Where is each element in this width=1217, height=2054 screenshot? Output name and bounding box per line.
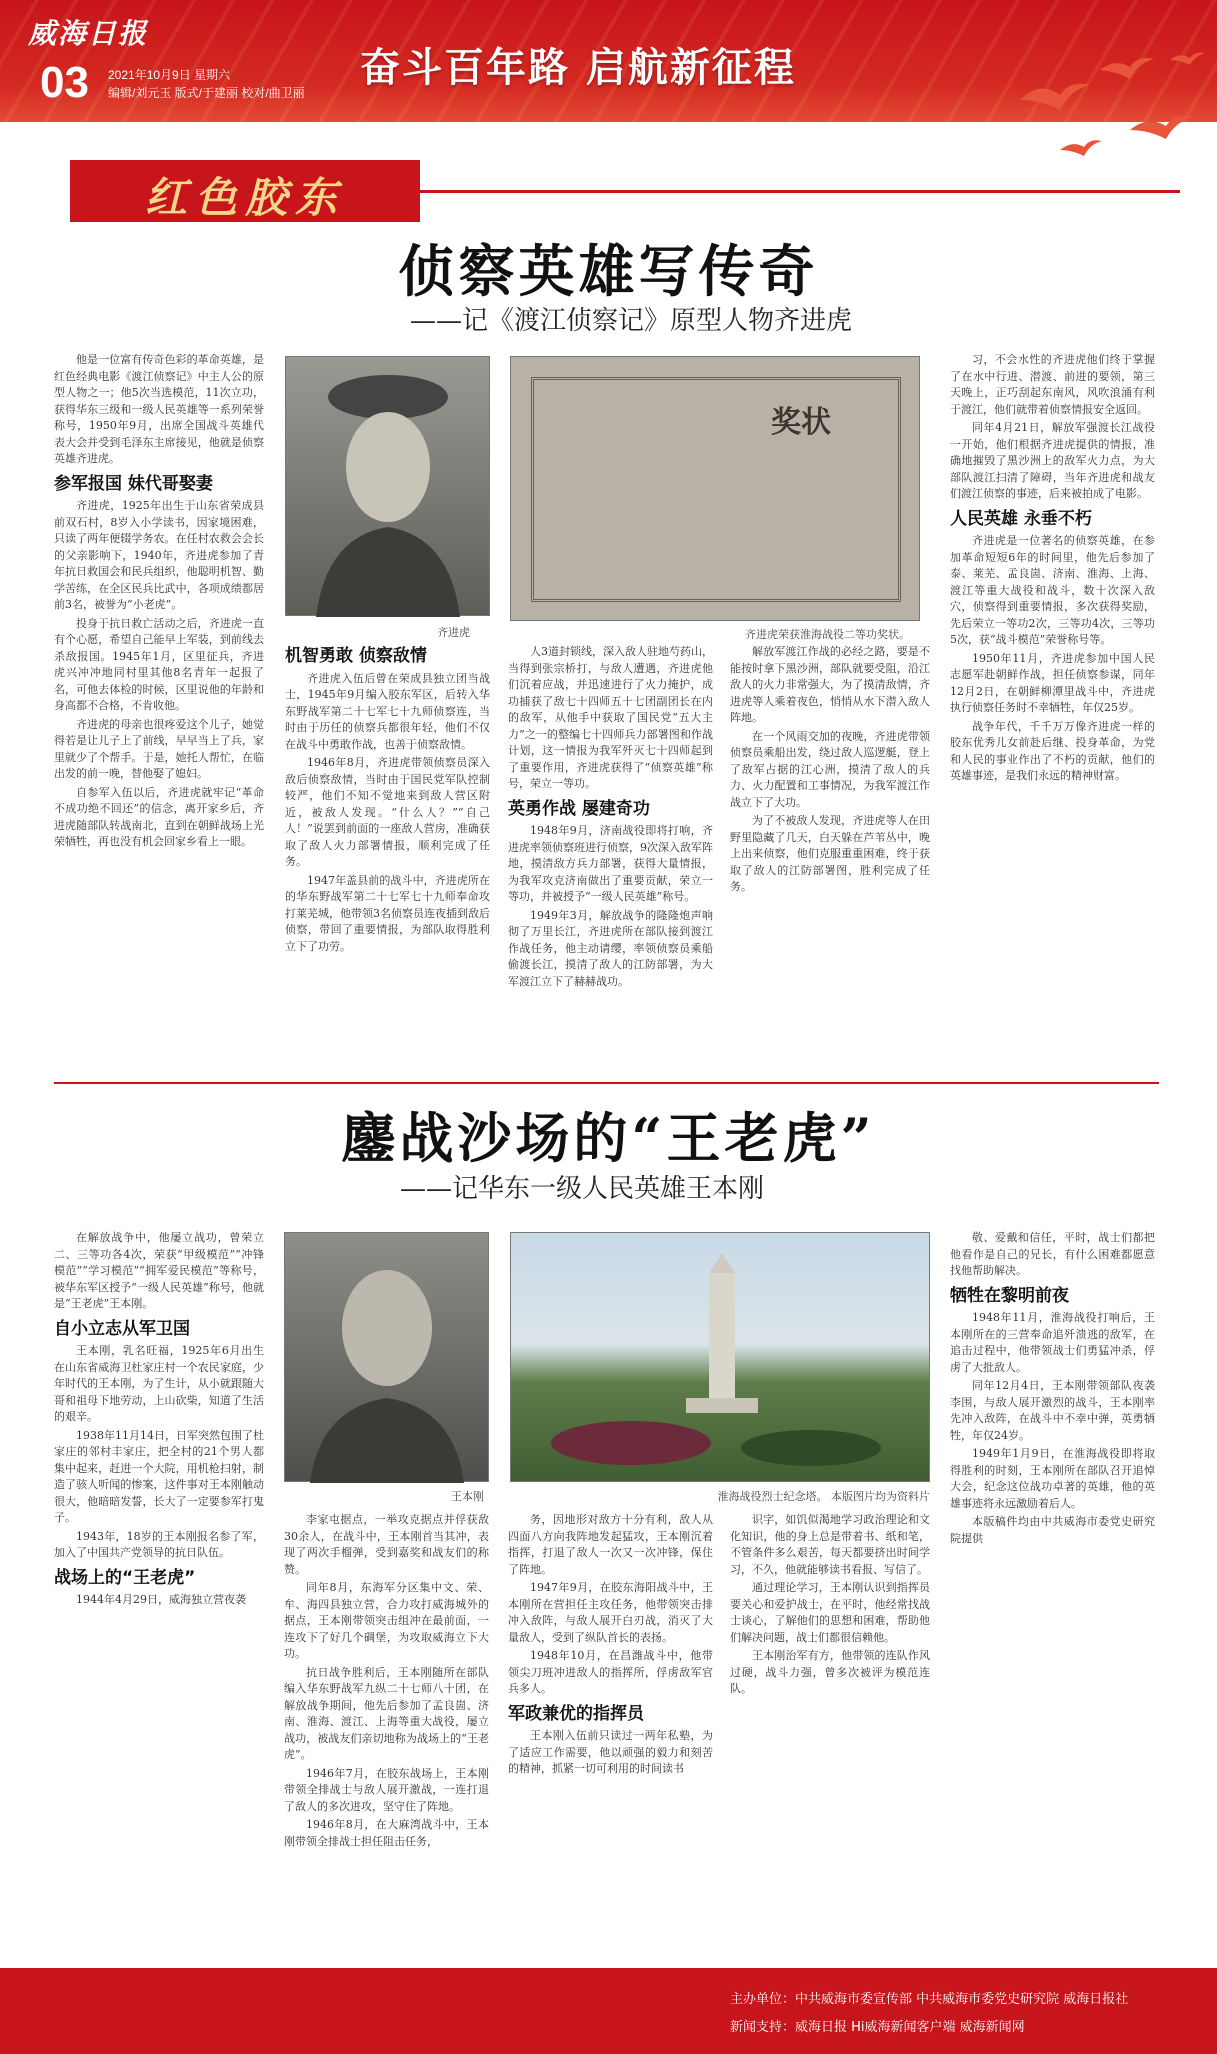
paragraph: 1949年1月9日，在淮海战役即将取得胜利的时刻，王本刚所在部队召开追悼大会，纪念这位战功卓著的英雄，他的英雄事迹将永远激励着后人。 <box>950 1447 1155 1510</box>
paragraph: 1947年9月，在胶东海阳战斗中，王本刚所在营担任主攻任务，他带领突击排冲入敌阵，与敌人展开白刃战，消灭了大量敌人，受到了纵队首长的表扬。 <box>508 1581 713 1644</box>
article2-heading-a: 自小立志从军卫国 <box>54 1318 190 1339</box>
article2-heading-c: 军政兼优的指挥员 <box>508 1703 644 1724</box>
paragraph: 战争年代，千千万万像齐进虎一样的胶东优秀儿女前赴后继、投身革命，为党和人民的事业作出了不朽的贡献，他们的英雄事迹，是我们永远的精神财富。 <box>950 719 1155 782</box>
article-divider <box>54 1082 1159 1084</box>
newspaper-logo: 威海日报 <box>28 17 149 50</box>
paragraph: 王本刚入伍前只读过一两年私塾，为了适应工作需要，他以顽强的毅力和刻苦的精神，抓紧一切可利用的时间读书 <box>508 1729 713 1775</box>
article2-heading-b: 战场上的“王老虎” <box>54 1567 196 1588</box>
article1-subtitle: ——记《渡江侦察记》原型人物齐进虎 <box>410 306 853 336</box>
paragraph: 为了不被敌人发现，齐进虎等人在田野里隐藏了几天，白天躲在芦苇丛中，晚上出来侦察，他们克服重重困难，终于获取了敌人的江防部署图，胜利完成了任务。 <box>730 814 930 893</box>
paragraph: 同年4月21日，解放军强渡长江战役一开始，他们根据齐进虎提供的情报，准确地摧毁了黑沙洲上的敌军火力点，为大部队渡江扫清了障碍，当年齐进虎和战友们渡江侦察的事迹，后来被拍成了电影。 <box>950 421 1155 500</box>
paragraph: 习，不会水性的齐进虎他们终于掌握了在水中行进、潜渡、前进的要领，第三天晚上，正巧刮起东南风，风吹浪涌有利于渡江，他们就带着侦察情报安全返回。 <box>950 353 1155 416</box>
article2-subtitle: ——记华东一级人民英雄王本刚 <box>400 1174 765 1204</box>
paragraph: 王本刚，乳名旺福，1925年6月出生在山东省威海卫杜家庄村一个农民家庭，少年时代的王本刚，为了生计，从小就跟随大哥和祖母下地劳动，上山砍柴，知道了生活的艰辛。 <box>54 1344 264 1423</box>
paragraph: 本版稿件均由中共威海市委党史研究院提供 <box>950 1515 1155 1545</box>
memorial-tower-photo <box>510 1232 930 1482</box>
article2-column-4 <box>730 1512 930 1956</box>
article1-photo1-caption: 齐进虎 <box>437 626 470 639</box>
paragraph: 齐进虎入伍后曾在荣成县独立团当战士，1945年9月编入胶东军区，后转入华东野战军第二十七军七十九师侦察连，当时由于历任的侦察兵都很年轻，他们不仅在战斗中勇敢作战，也善于侦察敌情。 <box>285 671 490 751</box>
paragraph: 同年8月，东海军分区集中文、荣、牟、海四县独立营，合力攻打威海城外的据点，王本刚带领突击组冲在最前面，一连攻下了好几个碉堡，为攻取威海立下大功。 <box>284 1581 489 1660</box>
paragraph: 李家屯据点，一举攻克据点并俘获敌30余人，在战斗中，王本刚首当其冲，表现了两次手榴弹，受到嘉奖和战友们的称赞。 <box>284 1513 489 1576</box>
paragraph: 1938年11月14日，日军突然包围了杜家庄的邻村丰家庄，把全村的21个男人都集中起来，赶进一个大院，用机枪扫射，制造了骇人听闻的惨案，这件事对王本刚触动很大，他暗暗发誓，长大了一定要参军打鬼子。 <box>54 1428 264 1524</box>
article1-title: 侦察英雄写传奇 <box>398 239 819 305</box>
certificate-border <box>531 377 901 602</box>
paragraph: 通过理论学习，王本刚认识到指挥员要关心和爱护战士，在平时，他经常找战士谈心，了解他们的思想和困难，帮助他们解决问题，战士们都很信赖他。 <box>730 1581 930 1644</box>
article1-column-3 <box>508 644 713 1070</box>
paragraph: 1946年7月，在胶东战场上，王本刚带领全排战士与敌人展开激战，一连打退了敌人的多次进攻，坚守住了阵地。 <box>284 1766 489 1813</box>
paragraph: 1948年11月，淮海战役打响后，王本刚所在的三营奉命追歼溃逃的敌军，在追击过程中，他带领战士们勇猛冲杀，俘虏了大批敌人。 <box>950 1311 1155 1374</box>
award-certificate-photo <box>510 356 920 621</box>
page-slogan: 奋斗百年路 启航新征程 <box>360 45 796 91</box>
article2-photo2-caption: 淮海战役烈士纪念塔。 本版图片均为资料片 <box>717 1490 930 1503</box>
article2-column-2 <box>284 1512 489 1956</box>
paragraph: 抗日战争胜利后，王本刚随所在部队编入华东野战军九纵二十七师八十团，在解放战争期间，他先后参加了孟良崮、济南、淮海、渡江、上海等重大战役，屡立战功，被战友们亲切地称为战场上的“王老虎”。 <box>284 1665 489 1761</box>
paragraph: 1944年4月29日，威海独立营夜袭 <box>76 1593 246 1606</box>
paragraph: 齐进虎，1925年出生于山东省荣成县前双石村，8岁入小学读书，因家境困难，只读了两年便辍学务农。在任村农救会会长的父亲影响下，1940年，齐进虎参加了青年抗日救国会和民兵组织，他聪明机智、勤学苦练，在全区民兵比武中，各项成绩都居前3名，被誉为“小老虎”。 <box>54 499 264 611</box>
article2-heading-d: 牺牲在黎明前夜 <box>950 1285 1069 1306</box>
paragraph: 他是一位富有传奇色彩的革命英雄，是红色经典电影《渡江侦察记》中主人公的原型人物之一；他5次当选模范，11次立功，获得华东三级和一级人民英雄等一系列荣誉称号，1950年9月，出席全国战斗英雄代表大会并受到毛泽东主席接见，他就是侦察英雄齐进虎。 <box>54 353 264 465</box>
memorial-tower-icon <box>511 1233 931 1483</box>
paragraph: 1948年10月，在昌潍战斗中，他带领尖刀班冲进敌人的指挥所，俘虏敌军官兵多人。 <box>508 1649 713 1695</box>
editor-credits: 编辑/刘元玉 版式/于建丽 校对/曲卫丽 <box>108 86 305 100</box>
footer-news-support: 新闻支持：威海日报 Hi威海新闻客户端 威海新闻网 <box>730 2020 1025 2035</box>
article1-photo2-caption: 齐进虎荣获淮海战役二等功奖状。 <box>745 628 910 641</box>
paragraph: 投身于抗日救亡活动之后，齐进虎一直有个心愿，希望自己能早上军装，到前线去杀敌报国。1945年1月，区里征兵，齐进虎兴冲冲地同村里其他8名青年一起报了名，可他去体检的时候，区里说他的年龄和身高都不合格，不肯收他。 <box>54 616 264 712</box>
article2-column-1 <box>54 1230 264 1955</box>
paragraph: 在一个风雨交加的夜晚，齐进虎带领侦察员乘船出发，绕过敌人巡逻艇，登上了敌军占据的江心洲，摸清了敌人的兵力、火力配置和工事情况，为我军渡江作战立下了大功。 <box>730 729 930 809</box>
certificate-title: 奖状 <box>771 405 831 440</box>
paragraph: 解放军渡江作战的必经之路，要是不能按时拿下黑沙洲，部队就要受阻，沿江敌人的火力非常强大，为了摸清敌情，齐进虎等人乘着夜色，悄悄从水下潜入敌人阵地。 <box>730 645 930 724</box>
banner-rule <box>420 190 1180 193</box>
paragraph: 1949年3月，解放战争的隆隆炮声响彻了万里长江，齐进虎所在部队接到渡江作战任务，他主动请缨，率领侦察员乘船偷渡长江，摸清了敌人的江防部署，为大军渡江立下了赫赫战功。 <box>508 908 713 988</box>
article1-column-4 <box>730 644 930 1070</box>
paragraph: 1943年，18岁的王本刚报名参了军，加入了中国共产党领导的抗日队伍。 <box>54 1529 264 1559</box>
paragraph: 1947年盖县前的战斗中，齐进虎所在的华东野战军第二十七军七十九师奉命攻打莱芜城，他带领3名侦察员连夜插到敌后侦察，带回了重要情报，为部队取得胜利立下了功劳。 <box>285 873 490 953</box>
paragraph: 1948年9月，济南战役即将打响，齐进虎率领侦察班进行侦察，9次深入敌军阵地，摸清敌方兵力部署，获得大量情报，为我军攻克济南做出了重要贡献，荣立一等功，并被授予“一级人民英雄”称号。 <box>508 824 713 903</box>
paragraph: 务，因地形对敌方十分有利，敌人从四面八方向我阵地发起猛攻，王本刚沉着指挥，打退了敌人一次又一次冲锋，保住了阵地。 <box>508 1513 713 1576</box>
article2-photo1-caption: 王本刚 <box>451 1490 484 1503</box>
paragraph: 齐进虎的母亲也很疼爱这个儿子，她觉得若是让儿子上了前线，早早当上了兵，家里就少了个帮手。于是，她托人帮忙，在临出发的前一晚，替他娶了媳妇。 <box>54 717 264 780</box>
wang-bengang-portrait <box>284 1232 489 1482</box>
article2-title: 鏖战沙场的“王老虎” <box>341 1106 876 1170</box>
portrait-icon <box>286 357 491 617</box>
paragraph: 在解放战争中，他屡立战功，曾荣立二、三等功各4次，荣获“甲级模范”“冲锋模范”“学习模范”“拥军爱民模范”等称号，被华东军区授予“一级人民英雄”称号，他就是“王老虎”王本刚。 <box>54 1231 264 1310</box>
flying-birds-icon <box>980 40 1210 190</box>
article1-heading-d: 人民英雄 永垂不朽 <box>950 508 1092 529</box>
article1-heading-a: 参军报国 妹代哥娶妻 <box>54 473 213 494</box>
footer-band <box>0 1968 1217 2054</box>
paragraph: 齐进虎是一位著名的侦察英雄，在参加革命短短6年的时间里，他先后参加了泰、莱芜、孟良崮、济南、淮海、上海、渡江等重大战役和战斗，数十次深入敌穴，侦察得到重要情报，多次获得奖励，先后荣立一等功2次，三等功4次，三等功5次，获“战斗模范”荣誉称号等。 <box>950 534 1155 646</box>
paragraph: 1946年8月，齐进虎带领侦察员深入敌后侦察敌情，当时由于国民党军队控制较严，他们不知不觉地来到敌人营区附近，被敌人发现。“什么人？”“自己人！”说罢到前面的一座敌人营房，准确获取了敌人火力部署情报，顺利完成了任务。 <box>285 756 490 868</box>
paragraph: 同年12月4日，王本刚带领部队夜袭李围，与敌人展开激烈的战斗，王本刚率先冲入敌阵，在战斗中不幸中弹，英勇牺牲，年仅24岁。 <box>950 1379 1155 1442</box>
dateline: 2021年10月9日 星期六 <box>108 68 231 82</box>
paragraph: 1950年11月，齐进虎参加中国人民志愿军赴朝鲜作战，担任侦察参谋，同年12月2日，在朝鲜柳潭里战斗中，齐进虎执行侦察任务时不幸牺牲，年仅25岁。 <box>950 651 1155 714</box>
article1-column-1 <box>54 352 264 1072</box>
portrait-icon <box>285 1233 490 1483</box>
paragraph: 敬、爱戴和信任，平时，战士们都把他看作是自己的兄长，有什么困难都愿意找他帮助解决。 <box>950 1231 1155 1277</box>
paragraph: 自参军入伍以后，齐进虎就牢记“革命不成功绝不回还”的信念，离开家乡后，齐进虎随部队转战南北，直到在朝鲜战场上光荣牺牲，再也没有机会回家乡看上一眼。 <box>54 785 264 848</box>
footer-sponsors: 主办单位：中共威海市委宣传部 中共威海市委党史研究院 威海日报社 <box>730 1992 1129 2007</box>
article1-column-2 <box>285 640 490 1070</box>
article1-heading-b: 机智勇敢 侦察敌情 <box>285 646 427 666</box>
paragraph: 人3道封锁线，深入敌人驻地芍药山，当得到张宗桥打，与敌人遭遇，齐进虎他们沉着应战，并迅速进行了火力掩护，成功捕获了敌七十四师五十七团副团长在内的敌军，从他手中获取了国民党“五大主力”之一的整编七十四师兵力部署图和作战计划，这一情报为我军歼灭七十四师起到了重要作用，齐进虎获得了“侦察英雄”称号，荣立一等功。 <box>508 645 713 790</box>
article2-column-3 <box>508 1512 713 1956</box>
article1-heading-c: 英勇作战 屡建奇功 <box>508 798 650 819</box>
qi-jinhu-portrait <box>285 356 490 616</box>
article2-column-5 <box>950 1230 1155 1956</box>
paragraph: 识字，如饥似渴地学习政治理论和文化知识，他的身上总是带着书、纸和笔，不管条件多么艰苦，每天都要挤出时间学习，不久，他就能够读书看报、写信了。 <box>730 1513 930 1576</box>
article1-column-5 <box>950 352 1155 1070</box>
section-banner-title: 红色胶东 <box>144 173 345 222</box>
paragraph: 1946年8月，在大麻湾战斗中，王本刚带领全排战士担任阻击任务， <box>284 1818 489 1848</box>
page-number: 03 <box>40 58 89 107</box>
paragraph: 王本刚治军有方，他带领的连队作风过硬，战斗力强，曾多次被评为模范连队。 <box>730 1649 930 1695</box>
